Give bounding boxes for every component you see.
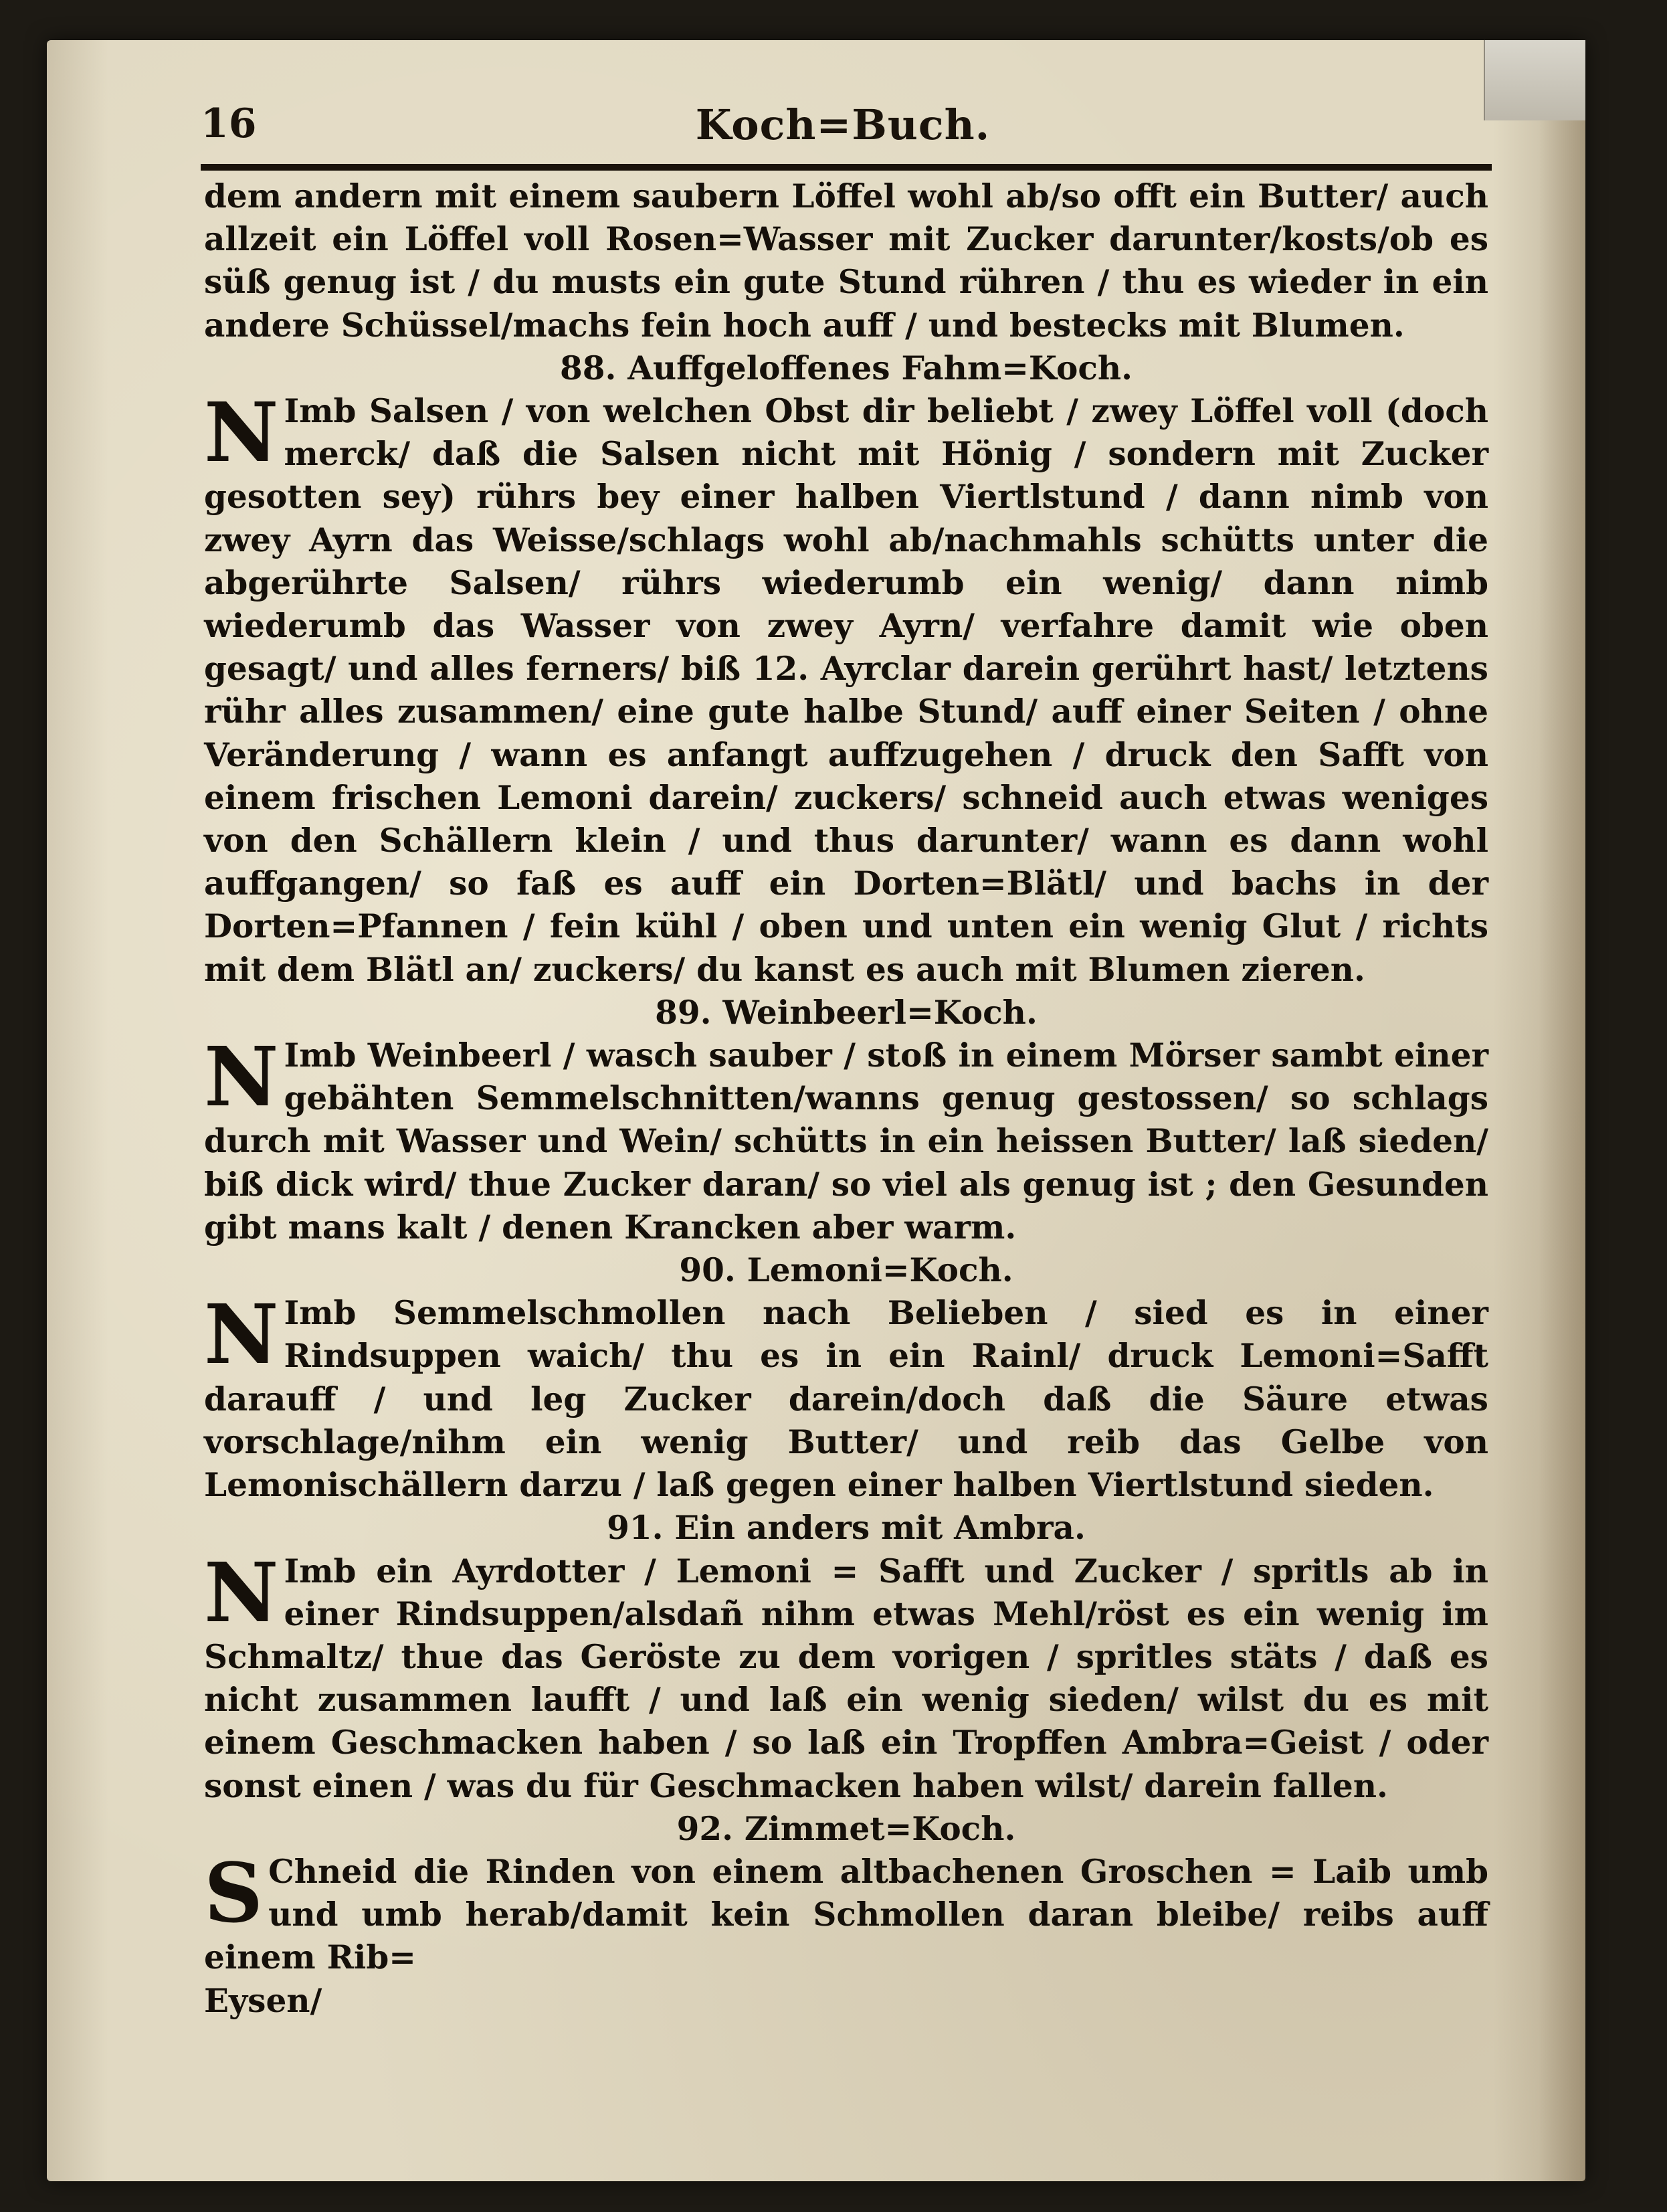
header-rule (201, 164, 1492, 171)
intro-paragraph: dem andern mit einem saubern Löffel wohl ab/so offt ein Butter/ auch allzeit ein Löffel voll Rosen=Wasser mit Zucker darunter/kosts/ob es süß genug ist / du musts ein gute Stund rühren / thu es wieder in ein andere Schüssel/machs fein hoch auff / und bestecks mit Blumen. (204, 177, 1488, 345)
recipe-90-text (204, 1286, 1488, 1507)
drop-cap: N (204, 384, 279, 481)
recipe-89-body: Imb Weinbeerl / wasch sauber / stoß in einem Mörser sambt einer gebähten Semmelschnitten/wanns genug gestossen/ so schlags durch mit Wasser und Wein/ schütts in ein heissen Butter/ laß sieden/ biß dick wird/ thue Zucker daran/ so viel als genug ist ; den Gesunden gibt mans kalt / denen Krancken aber warm. (204, 1036, 1488, 1247)
drop-cap: N (204, 1544, 279, 1641)
drop-cap: N (204, 1028, 279, 1125)
recipe-92-text (204, 1844, 1488, 1980)
recipe-90-title: 90. Lemoni=Koch. (679, 1251, 1013, 1290)
page-edge-shadow (1539, 40, 1585, 2181)
page-number: 16 (201, 100, 257, 147)
page-body (204, 175, 1488, 2023)
recipe-88-body: Imb Salsen / von welchen Obst dir beliebt / zwey Löffel voll (doch merck/ daß die Salsen nicht mit Hönig / sondern mit Zucker gesotten sey) rührs bey einer halben Viertlstund / dann nimb von zwey Ayrn das Weisse/schlags wohl ab/nachmahls schütts unter die abgerührte Salsen/ rührs wiederumb ein wenig/ dann nimb wiederumb das Wasser von zwey Ayrn/ verfahre damit wie oben gesagt/ und alles ferners/ biß 12. Ayrclar darein gerührt hast/ letztens rühr alles zusammen/ eine gute halbe Stund/ auff einer Seiten / ohne Veränderung / wann es anfangt auffzugehen / druck den Safft von einem frischen Lemoni darein/ zuckers/ schneid auch etwas weniges von den Schällern klein / und thus darunter/ wann es dann wohl auffgangen/ so faß es auff ein Dorten=Blätl/ und bachs in der Dorten=Pfannen / fein kühl / oben und unten ein wenig Glut / richts mit dem Blätl an/ zuckers/ du kanst es auch mit Blumen zieren. (204, 392, 1488, 989)
running-title: Koch=Buch. (695, 100, 991, 149)
recipe-91-body: Imb ein Ayrdotter / Lemoni = Safft und Zucker / spritls ab in einer Rindsuppen/alsdañ nihm etwas Mehl/röst es ein wenig im Schmaltz/ thue das Geröste zu dem vorigen / spritles stäts / daß es nicht zusammen laufft / und laß ein wenig sieden/ wilst du es mit einem Geschmacken haben / so laß ein Tropffen Ambra=Geist / oder sonst einen / was du für Geschmacken haben wilst/ darein fallen. (204, 1552, 1488, 1805)
recipe-91-title: 91. Ein anders mit Ambra. (607, 1509, 1086, 1548)
page-clip (1484, 40, 1585, 120)
recipe-91-text (204, 1544, 1488, 1808)
recipe-92-title: 92. Zimmet=Koch. (676, 1809, 1016, 1848)
recipe-89-text (204, 1028, 1488, 1249)
recipe-88-text (204, 384, 1488, 992)
recipe-89-title: 89. Weinbeerl=Koch. (655, 993, 1038, 1032)
drop-cap: S (204, 1844, 264, 1941)
recipe-90-body: Imb Semmelschmollen nach Belieben / sied es in einer Rindsuppen waich/ thu es in ein Rainl/ druck Lemoni=Safft darauff / und leg Zucker darein/doch daß die Säure etwas vorschlage/nihm ein wenig Butter/ und reib das Gelbe von Lemonischällern darzu / laß gegen einer halben Viertlstund sieden. (204, 1294, 1488, 1505)
recipe-92-body: Chneid die Rinden von einem altbachenen Groschen = Laib umb und umb herab/damit kein Schmollen daran bleibe/ reibs auff einem Rib= (204, 1852, 1488, 1977)
recipe-88-title: 88. Auffgeloffenes Fahm=Koch. (559, 349, 1133, 387)
page-header (201, 100, 1485, 154)
catchword: Eysen/ (204, 1981, 322, 2020)
drop-cap: N (204, 1286, 279, 1383)
